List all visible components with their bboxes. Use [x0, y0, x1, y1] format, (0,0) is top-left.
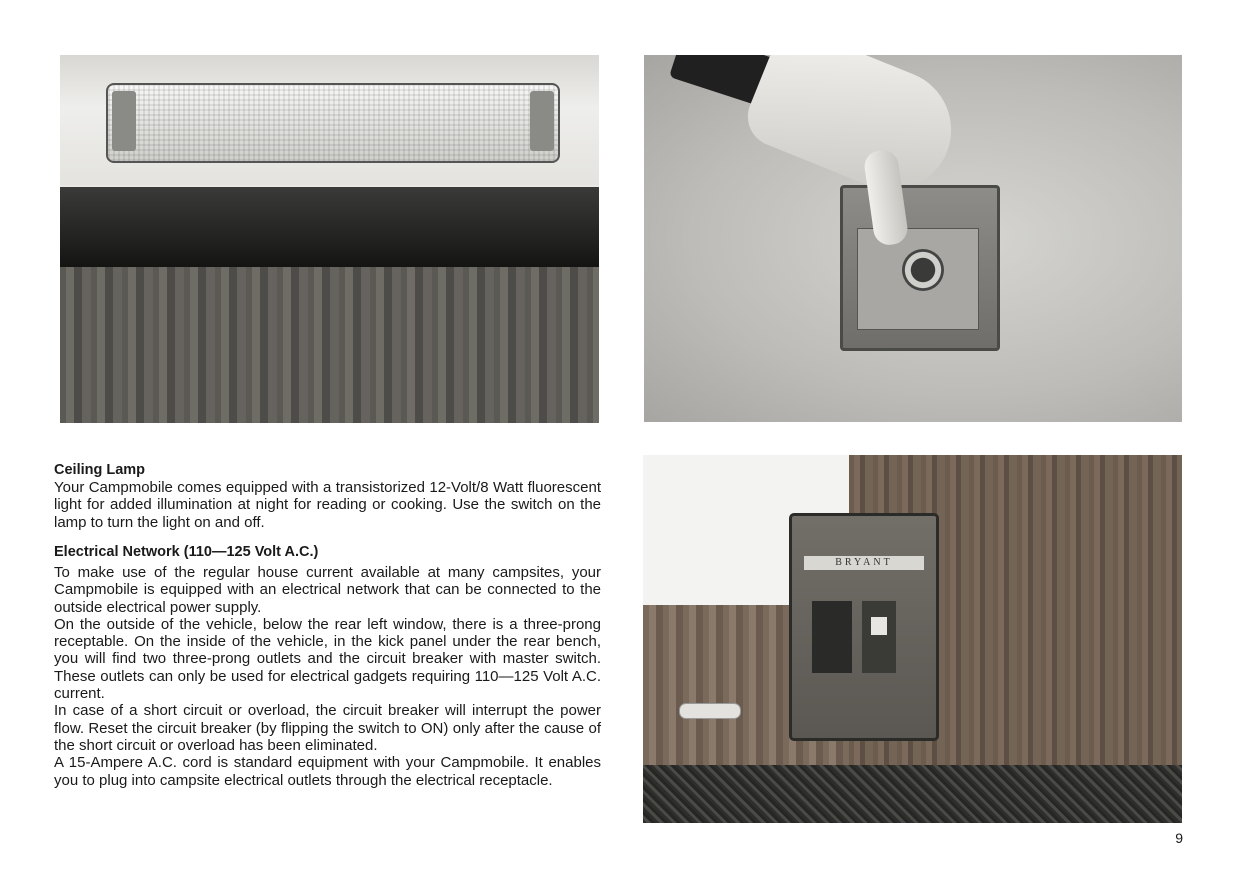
electrical-paragraph: In case of a short circuit or overload, the circuit breaker will interrupt the power flow. Reset the circuit breaker (by flipping the switch to ON) only after the cause of the short circuit or overload has been eliminated.: [54, 702, 601, 754]
carpet-graphic: [643, 765, 1182, 823]
photo-circuit-breaker: [643, 455, 1182, 823]
lamp-end-cap-left: [112, 91, 136, 151]
page-number: 9: [1175, 830, 1183, 846]
fluorescent-lamp-graphic: [106, 83, 560, 163]
electrical-paragraph: On the outside of the vehicle, below the rear left window, there is a three-prong receptable. On the inside of the vehicle, in the kick panel under the rear bench, you will find two three-prong outlets and the circuit breaker with master switch. These outlets can only be used for electrical gadgets requiring 110—125 Volt A.C. current.: [54, 615, 601, 703]
curtain-valance: [60, 187, 599, 267]
section-ceiling-lamp: [54, 461, 601, 531]
photo-ceiling-lamp: [60, 55, 599, 423]
outlet-plate-graphic: [840, 185, 1000, 351]
curtain-graphic: [60, 267, 599, 423]
ceiling-lamp-body: Your Campmobile comes equipped with a transistorized 12-Volt/8 Watt fluorescent light for added illumination at night for reading or cooking. Use the switch on the lamp to turn the light on and off.: [54, 479, 601, 531]
breaker-switch-icon: [871, 617, 887, 635]
section-electrical-network: [54, 543, 601, 789]
heading-ceiling-lamp: Ceiling Lamp: [54, 462, 146, 478]
breaker-module-left: [812, 601, 852, 673]
socket-icon: [902, 249, 944, 291]
brand-plate: BRYANT: [804, 556, 924, 570]
electrical-paragraph: To make use of the regular house current available at many campsites, your Campmobile is equipped with an electrical network that can be connected to the outside electrical power supply.: [54, 564, 601, 616]
outlet-cover: [857, 228, 979, 330]
breaker-module-right: [862, 601, 896, 673]
heading-electrical-network: Electrical Network (110—125 Volt A.C.): [54, 544, 319, 560]
photo-outlet-switch: [644, 55, 1182, 422]
electrical-paragraph: A 15-Ampere A.C. cord is standard equipment with your Campmobile. It enables you to plug into campsite electrical outlets through the electrical receptacle.: [54, 754, 601, 789]
lamp-end-cap-right: [530, 91, 554, 151]
breaker-box-graphic: [789, 513, 939, 741]
hook-graphic: [679, 703, 741, 719]
